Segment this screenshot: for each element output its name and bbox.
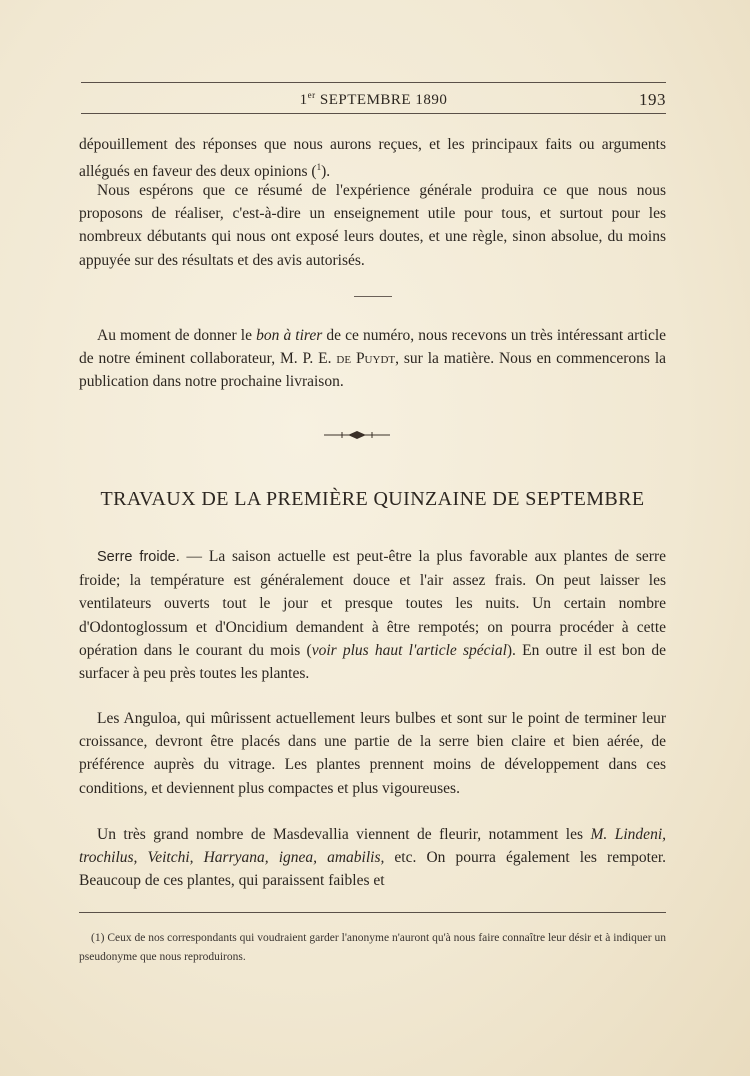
note-paragraph [79, 324, 666, 394]
s1-text-a: — La saison actuelle est peut-être la plus favorable aux plantes de serre froide; la température est généralement douce et l'air assez frais. On peut laisser les ventilateurs ouverts tout le jour et presque toutes les nuits. Un certain nombre d'Odontoglossum et d'Oncidium demandent à être rempotés; on pourra procéder à cette opération dans le courant du mois ( [79, 548, 666, 659]
section-paragraph-1 [79, 545, 666, 685]
note-italic: bon à tirer [256, 327, 323, 344]
footnote-rule [79, 912, 666, 913]
dash-diamond-dash-ornament-icon [322, 428, 392, 442]
species-list: M. Lindeni, trochilus, Veitchi, Harryana, ignea, amabilis, [79, 826, 666, 867]
date-rest: SEPTEMBRE 1890 [315, 92, 448, 108]
page-number: 193 [639, 90, 666, 109]
section-paragraph-3 [79, 823, 666, 893]
note-text-a: Au moment de donner le [97, 327, 257, 344]
note-text-c: , sur la matière. Nous en commencerons la publication dans notre prochaine livraison. [79, 350, 667, 391]
s1-text-b: ). En outre il est bon de surfacer à peu près toutes les plantes. [79, 641, 666, 683]
author-particle: de [336, 350, 352, 368]
intro-paragraph-2: Nous espérons que ce résumé de l'expérience générale produira ce que nous nous proposons de réaliser, c'est-à-dire un enseignement utile pour tous, et surtout pour les nombreux débutants qui nous ont exposé leurs doutes, et une règle, sinon absolue, du moins appuyée sur des résultats et des avis autorisés. [79, 182, 666, 269]
intro-paragraph-1 [79, 133, 666, 184]
footnote: (1) Ceux de nos correspondants qui voudraient garder l'anonyme n'auront qu'à nous faire connaître leur désir et à indiquer un pseudonyme que nous reproduirons. [79, 932, 666, 963]
header-rule-bottom [81, 113, 666, 114]
section-title: TRAVAUX DE LA PREMIÈRE QUINZAINE DE SEPTEMBRE [100, 488, 645, 510]
running-title [81, 90, 666, 109]
footnote-ref: 1 [316, 162, 322, 173]
s3-text-b: etc. On pourra également les rempoter. Beaucoup de ces plantes, qui paraissent faibles et [79, 849, 666, 890]
runin-heading: Serre froide. [97, 549, 180, 565]
section-paragraph-2: Les Anguloa, qui mûrissent actuellement leurs bulbes et sont sur le point de terminer leur croissance, devront être placés dans une partie de la serre bien claire et bien aérée, de préférence auprès du vitrage. Les plantes prennent moins de développement dans ces conditions, et deviennent plus compactes et plus vigoureuses. [79, 710, 666, 797]
note-text-b: de ce numéro, nous recevons un très intéressant article de notre éminent collaborateur, M. P. E. [79, 327, 667, 368]
running-head [81, 88, 666, 110]
date-superscript: er [307, 90, 316, 100]
s1-italic: voir plus haut l'article spécial [311, 641, 507, 659]
author-name: Puydt [355, 350, 396, 368]
separator-rule [354, 296, 392, 297]
s3-text-a: Un très grand nombre de Masdevallia viennent de fleurir, notamment les [97, 826, 591, 843]
date-prefix: 1 [299, 92, 308, 108]
header-rule-top [81, 82, 666, 83]
intro-p1-end: ). [321, 163, 331, 181]
intro-p1-text: dépouillement des réponses que nous aurons reçues, et les principaux faits ou arguments allégués en faveur des deux opinions ( [79, 136, 666, 181]
